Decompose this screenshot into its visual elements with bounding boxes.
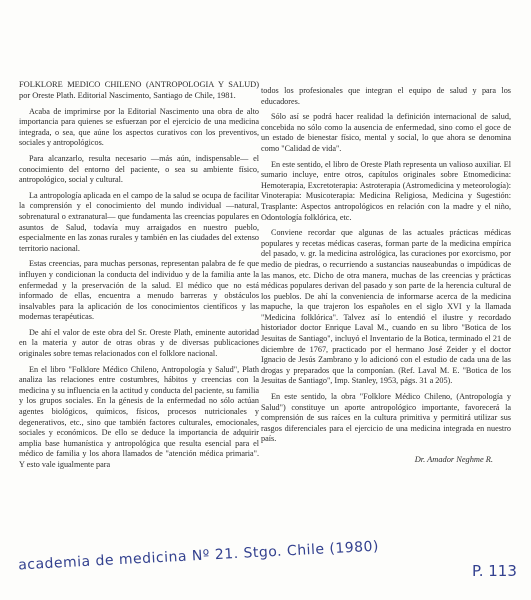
left-column xyxy=(19,80,259,476)
paragraph: La antropología aplicada en el campo de la salud se ocupa de facilitar la comprensión y el conocimiento del mundo individual —natural, sobrenatural o extranatural— que fundamenta las creencias populares en asuntos de Salud, todavía muy arraigados en nuestro pueblo, especialmente en las zonas rurales y también en las ciudades del extenso territorio nacional. xyxy=(19,190,259,253)
right-column xyxy=(261,86,511,466)
paragraph: Conviene recordar que algunas de las actuales prácticas médicas populares y recetas médicas caseras, forman parte de la medicina empírica del pasado, v. gr. la medicina astrológica, las curaciones por exorcismo, por medio de piedras, o recurriendo a sustancias nauseabundas o impúdicas de las manos, etc. Dicho de otra manera, muchas de las creencias y prácticas médicas populares derivan del pasado y son parte de la herencia cultural de los pueblos. De ahí la conveniencia de informarse acerca de la medicina mapuche, la que trajeron los españoles en el siglo XVI y la llamada "Medicina folklórica". Talvez así lo entendió el ilustre y recordado historiador doctor Enrique Laval M., cuando en su libro "Botica de los Jesuitas de Santiago", incluyó el Inventario de la Botica, terminado el 21 de diciembre de 1767, practicado por el hermano José Zeider y el doctor Ignacio de Jesús Zambrano y lo adicionó con el estudio de cada una de las drogas y preparados que la componían. (Ref. Laval M. E. "Botica de los Jesuitas de Santiago", Imp. Stanley, 1953, págs. 31 a 205). xyxy=(261,228,511,386)
paragraph: De ahí el valor de este obra del Sr. Oreste Plath, eminente autoridad en la materia y autor de otras obras y de diversas publicaciones originales sobre temas relacionados con el folklore nacional. xyxy=(19,327,259,359)
paragraph: todos los profesionales que integran el equipo de salud y para los educadores. xyxy=(261,86,511,106)
paragraph: En este sentido, la obra "Folklore Médico Chileno, (Antropología y Salud") constituye un aporte antropológico importante, favorecerá la comprensión de sus raíces en la cultura primitiva y permitirá utilizar sus rasgos diferenciales para el ejercicio de una medicina integrada en nuestro país. xyxy=(261,392,511,444)
article-heading: FOLKLORE MEDICO CHILENO (ANTROPOLOGIA Y SALUD) por Oreste Plath. Editorial Nascimento, Santiago de Chile, 1981. xyxy=(19,80,259,100)
paragraph: Para alcanzarlo, resulta necesario —más aún, indispensable— el conocimiento del entorno del paciente, o sea su ambiente físico, antropológico, social y cultural. xyxy=(19,153,259,185)
handwritten-source-note: academia de medicina Nº 21. Stgo. Chile (1980) xyxy=(17,538,380,574)
paragraph: En este sentido, el libro de Oreste Plath representa un valioso auxiliar. El sumario incluye, entre otros, capítulos originales sobre Etnomedicina: Hemoterapia, Excretoterapia: Astroterapia (Astromedicina y meteorología): Vinoterapia: Musicoterapia: Medicina Religiosa, Medicina y Sugestión: Trasplante: Aspectos antropológicos en relación con la madre y el niño, Odontología folklórica, etc. xyxy=(261,159,511,222)
paragraph: Acaba de imprimirse por la Editorial Nascimento una obra de alto importancia para quienes se esfuerzan por el ejercicio de una medicina integrada, o sea, que aúne los aspectos curativos con los preventivos, sociales y antropológicos. xyxy=(19,106,259,148)
paragraph: Estas creencias, para muchas personas, representan palabra de fe que influyen y condicionan la conducta del individuo y de la familia ante la enfermedad y la preservación de la salud. El médico que no está informado de ellas, encuentra a menudo barreras y obstáculos insalvables para la aplicación de los conocimientos científicos y las modernas terapéuticas. xyxy=(19,259,259,322)
author-signature: Dr. Amador Neghme R. xyxy=(414,455,493,464)
handwritten-page-number: P. 113 xyxy=(472,562,517,580)
paragraph: Sólo así se podrá hacer realidad la definición internacional de salud, concebida no sólo como la ausencia de enfermedad, sino como el goce de un estado de bienestar físico, mental y social, lo que ahora se denomina como "Calidad de vida". xyxy=(261,112,511,153)
paragraph: En el libro "Folklore Médico Chileno, Antropología y Salud", Plath analiza las relaciones entre costumbres, hábitos y creencias con la medicina y su influencia en la actitud y conducta del paciente, su familia y los grupos sociales. En la génesis de la enfermedad no sólo actúan agentes biológicos, químicos, físicos, procesos nutricionales y degenerativos, etc., sino que también factores culturales, emocionales, sociales y económicos. De ello se deduce la importancia de adquirir amplia base humanística y antropológica que resulta esencial para el médico de familia y los ahora llamados de "atención médica primaria". Y esto vale igualmente para xyxy=(19,364,259,469)
